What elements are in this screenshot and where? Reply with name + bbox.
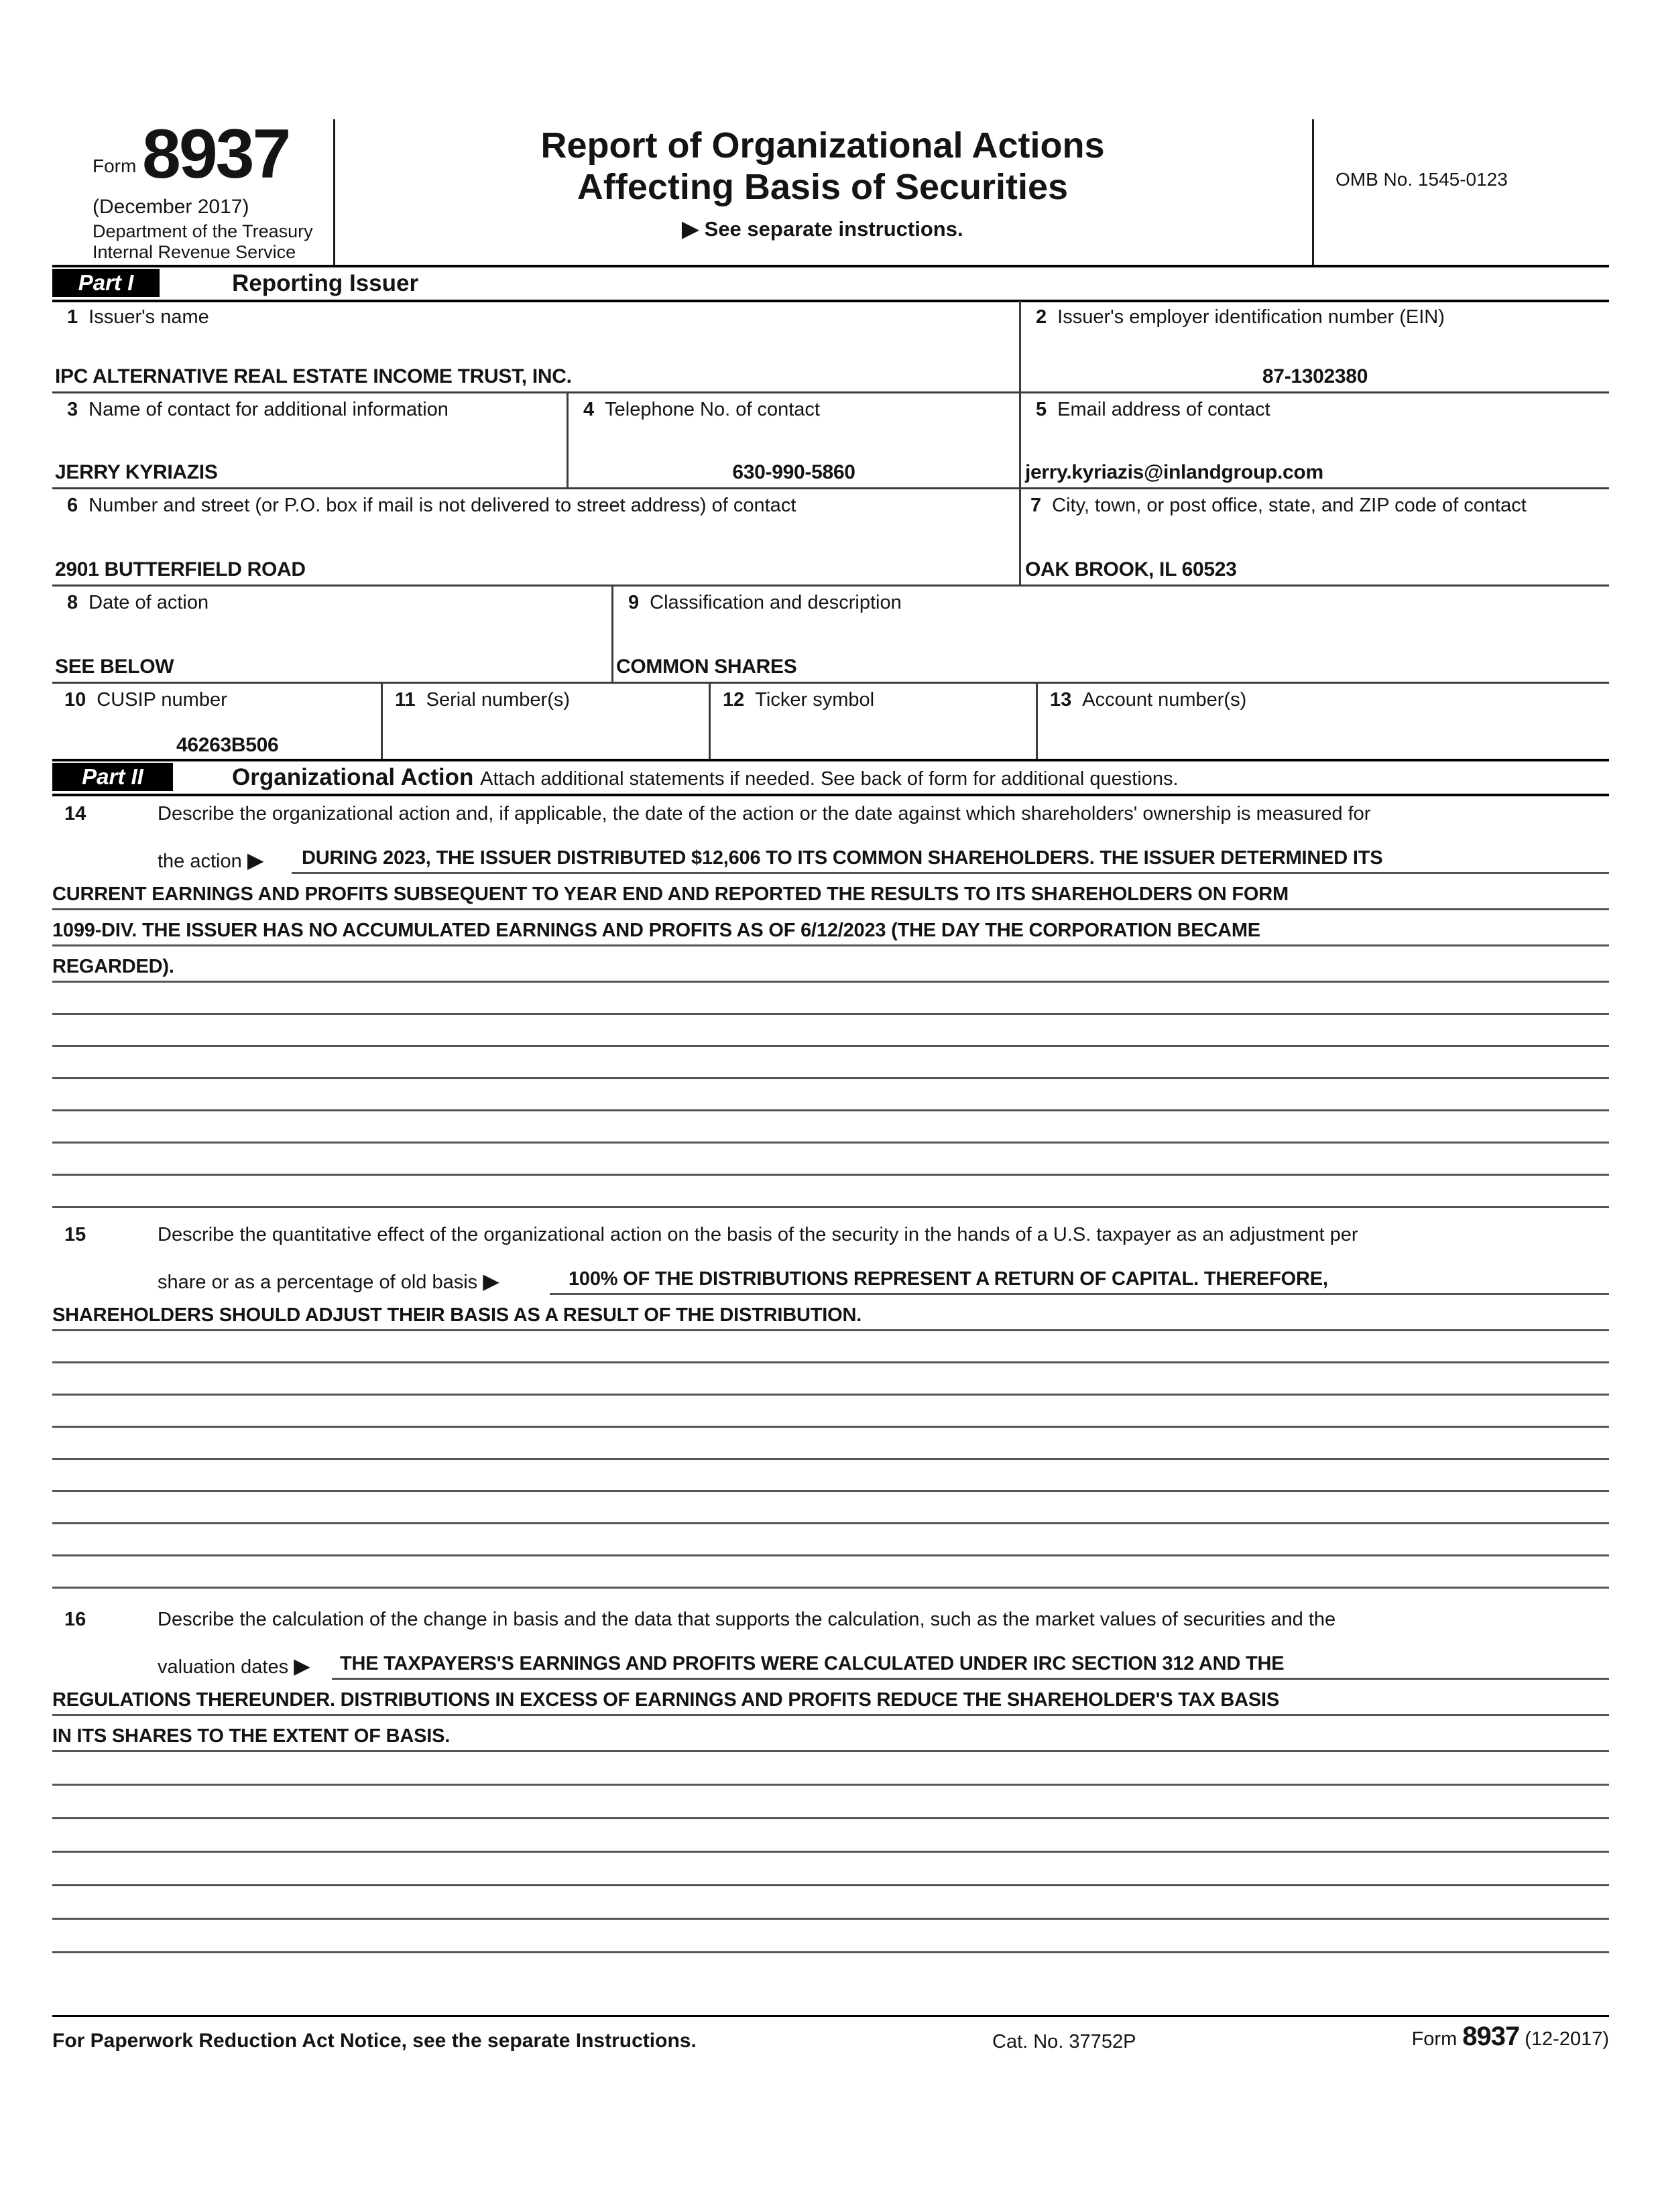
q16-blank-ruled-lines (52, 1752, 1609, 1953)
q15-prompt-line1: Describe the quantitative effect of the organizational action on the basis of the security in the hands of a U.S. taxpayer as an adjustment per (158, 1224, 1358, 1245)
city-state-zip-value: OAK BROOK, IL 60523 (1025, 558, 1237, 580)
field-1-label: Issuer's name (88, 306, 209, 328)
field-city-state-zip (1019, 489, 1609, 585)
part1-bar (52, 267, 1609, 302)
field-9-label: Classification and description (650, 592, 902, 613)
contact-phone-value: 630-990-5860 (732, 461, 855, 483)
field-3-number: 3 (67, 399, 78, 420)
field-contact-name (52, 393, 567, 487)
ein-value: 87-1302380 (1262, 365, 1368, 387)
classification-value: COMMON SHARES (616, 656, 797, 678)
field-5-number: 5 (1036, 399, 1047, 420)
q16-prompt-line2: valuation dates ▶ (158, 1654, 310, 1678)
field-1-number: 1 (67, 306, 78, 328)
q16-answer-line-1: THE TAXPAYERS'S EARNINGS AND PROFITS WERE CALCULATED UNDER IRC SECTION 312 AND THE (332, 1644, 1609, 1680)
part1-row-action (52, 587, 1609, 684)
field-6-label: Number and street (or P.O. box if mail is not delivered to street address) of contact (88, 495, 796, 516)
field-4-label: Telephone No. of contact (605, 399, 820, 420)
field-5-label: Email address of contact (1057, 399, 1270, 420)
pointer-icon: ▶ (483, 1269, 499, 1293)
field-12-number: 12 (723, 689, 745, 711)
field-classification (611, 587, 1609, 682)
part1-row-identifiers (52, 684, 1609, 761)
omb-number: OMB No. 1545-0123 (1335, 169, 1508, 190)
field-12-label: Ticker symbol (755, 689, 875, 711)
field-6-number: 6 (67, 495, 78, 516)
q14-prompt-line1: Describe the organizational action and, if applicable, the date of the action or the date against which shareholders' ownership is measured for (158, 803, 1371, 824)
part1-row-issuer (52, 301, 1609, 393)
field-2-label: Issuer's employer identification number (EIN) (1057, 306, 1445, 328)
field-3-label: Name of contact for additional information (88, 399, 449, 420)
q14-answer-line-2: CURRENT EARNINGS AND PROFITS SUBSEQUENT TO YEAR END AND REPORTED THE RESULTS TO ITS SHAREHOLDERS ON FORM (52, 874, 1609, 910)
see-instructions-line (333, 216, 1312, 241)
q15-number: 15 (64, 1224, 86, 1245)
footer-form-id (1412, 2022, 1609, 2052)
footer-rule (52, 2015, 1609, 2017)
field-cusip (52, 684, 381, 759)
q15-blank-ruled-lines (52, 1331, 1609, 1589)
field-11-label: Serial number(s) (426, 689, 571, 711)
field-date-of-action (52, 587, 611, 682)
form-revision: (December 2017) (93, 196, 249, 218)
part1-label: Part I (78, 270, 134, 295)
field-contact-phone (567, 393, 1019, 487)
q14-number: 14 (64, 803, 86, 824)
form-number: 8937 (142, 115, 290, 193)
pointer-icon: ▶ (247, 848, 264, 872)
q16-prompt-row (52, 1609, 1609, 1641)
q14-blank-ruled-lines (52, 983, 1609, 1208)
part2-title: Organizational Action (232, 764, 474, 790)
form-word: Form (93, 156, 137, 176)
part1-row-address (52, 489, 1609, 587)
field-ticker-symbol (709, 684, 1036, 759)
q15-prompt-line2: share or as a percentage of old basis ▶ (158, 1269, 499, 1293)
footer-form-number: 8937 (1462, 2022, 1520, 2051)
field-13-label: Account number(s) (1082, 689, 1247, 711)
form-title-line-2: Affecting Basis of Securities (577, 167, 1069, 207)
q14-answer-line-1: DURING 2023, THE ISSUER DISTRIBUTED $12,606 TO ITS COMMON SHAREHOLDERS. THE ISSUER DETERMINED ITS (292, 838, 1609, 874)
part2-bar (52, 761, 1609, 796)
date-of-action-value: SEE BELOW (55, 656, 174, 678)
q16-number: 16 (64, 1609, 86, 1630)
field-contact-email (1019, 393, 1609, 487)
field-8-number: 8 (67, 592, 78, 613)
contact-email-value: jerry.kyriazis@inlandgroup.com (1025, 461, 1323, 483)
footer-form-revision: (12-2017) (1525, 2028, 1609, 2050)
pointer-icon: ▶ (682, 217, 699, 241)
pointer-icon: ▶ (294, 1654, 310, 1678)
header-divider-right (1312, 119, 1314, 265)
part1-label-box (52, 269, 160, 297)
field-4-number: 4 (583, 399, 595, 420)
field-issuer-name (52, 301, 1019, 391)
paperwork-notice: For Paperwork Reduction Act Notice, see the separate Instructions. (52, 2030, 697, 2052)
field-street (52, 489, 1019, 585)
field-10-number: 10 (64, 689, 86, 711)
part2-note: Attach additional statements if needed. See back of form for additional questions. (480, 768, 1179, 790)
q15-prompt-row (52, 1224, 1609, 1256)
field-13-number: 13 (1050, 689, 1072, 711)
field-account-numbers (1036, 684, 1609, 759)
see-instructions-text: See separate instructions. (704, 217, 963, 241)
part2-label-box (52, 763, 173, 791)
catalog-number: Cat. No. 37752P (992, 2031, 1136, 2052)
field-ein (1019, 301, 1609, 391)
q16-answer-line-2: REGULATIONS THEREUNDER. DISTRIBUTIONS IN EXCESS OF EARNINGS AND PROFITS REDUCE THE SHAREHOLDER'S TAX BASIS (52, 1680, 1609, 1716)
street-value: 2901 BUTTERFIELD ROAD (55, 558, 306, 580)
form-title-line-1: Report of Organizational Actions (540, 125, 1105, 166)
q14-prompt-row (52, 803, 1609, 835)
part1-title: Reporting Issuer (232, 270, 419, 296)
q16-prompt-line1: Describe the calculation of the change in basis and the data that supports the calculation, such as the market values of securities and the (158, 1609, 1336, 1630)
agency-line-1: Department of the Treasury (93, 221, 313, 241)
field-10-label: CUSIP number (97, 689, 227, 711)
agency-line-2: Internal Revenue Service (93, 242, 296, 262)
field-serial-numbers (381, 684, 709, 759)
field-9-number: 9 (628, 592, 640, 613)
q15-answer-line-1: 100% OF THE DISTRIBUTIONS REPRESENT A RETURN OF CAPITAL. THEREFORE, (550, 1259, 1609, 1295)
q14-answer-line-3: 1099-DIV. THE ISSUER HAS NO ACCUMULATED EARNINGS AND PROFITS AS OF 6/12/2023 (THE DAY THE CORPORATION BECAME (52, 910, 1609, 946)
q14-prompt-line2: the action ▶ (158, 848, 264, 872)
issuer-name-value: IPC ALTERNATIVE REAL ESTATE INCOME TRUST, INC. (55, 365, 572, 387)
q15-answer-line-2: SHAREHOLDERS SHOULD ADJUST THEIR BASIS AS A RESULT OF THE DISTRIBUTION. (52, 1295, 1609, 1331)
field-7-number: 7 (1030, 495, 1042, 516)
footer-form-word: Form (1411, 2028, 1458, 2050)
cusip-value: 46263B506 (176, 734, 279, 756)
field-2-number: 2 (1036, 306, 1047, 328)
part2-label: Part II (82, 764, 143, 789)
q14-answer-line-4: REGARDED). (52, 946, 1609, 983)
q16-answer-line-3: IN ITS SHARES TO THE EXTENT OF BASIS. (52, 1716, 1609, 1752)
part2-title-line (232, 764, 1179, 791)
part1-row-contact (52, 393, 1609, 489)
field-11-number: 11 (395, 689, 416, 711)
field-8-label: Date of action (88, 592, 209, 613)
field-7-label: City, town, or post office, state, and ZIP code of contact (1052, 495, 1527, 516)
contact-name-value: JERRY KYRIAZIS (55, 461, 218, 483)
